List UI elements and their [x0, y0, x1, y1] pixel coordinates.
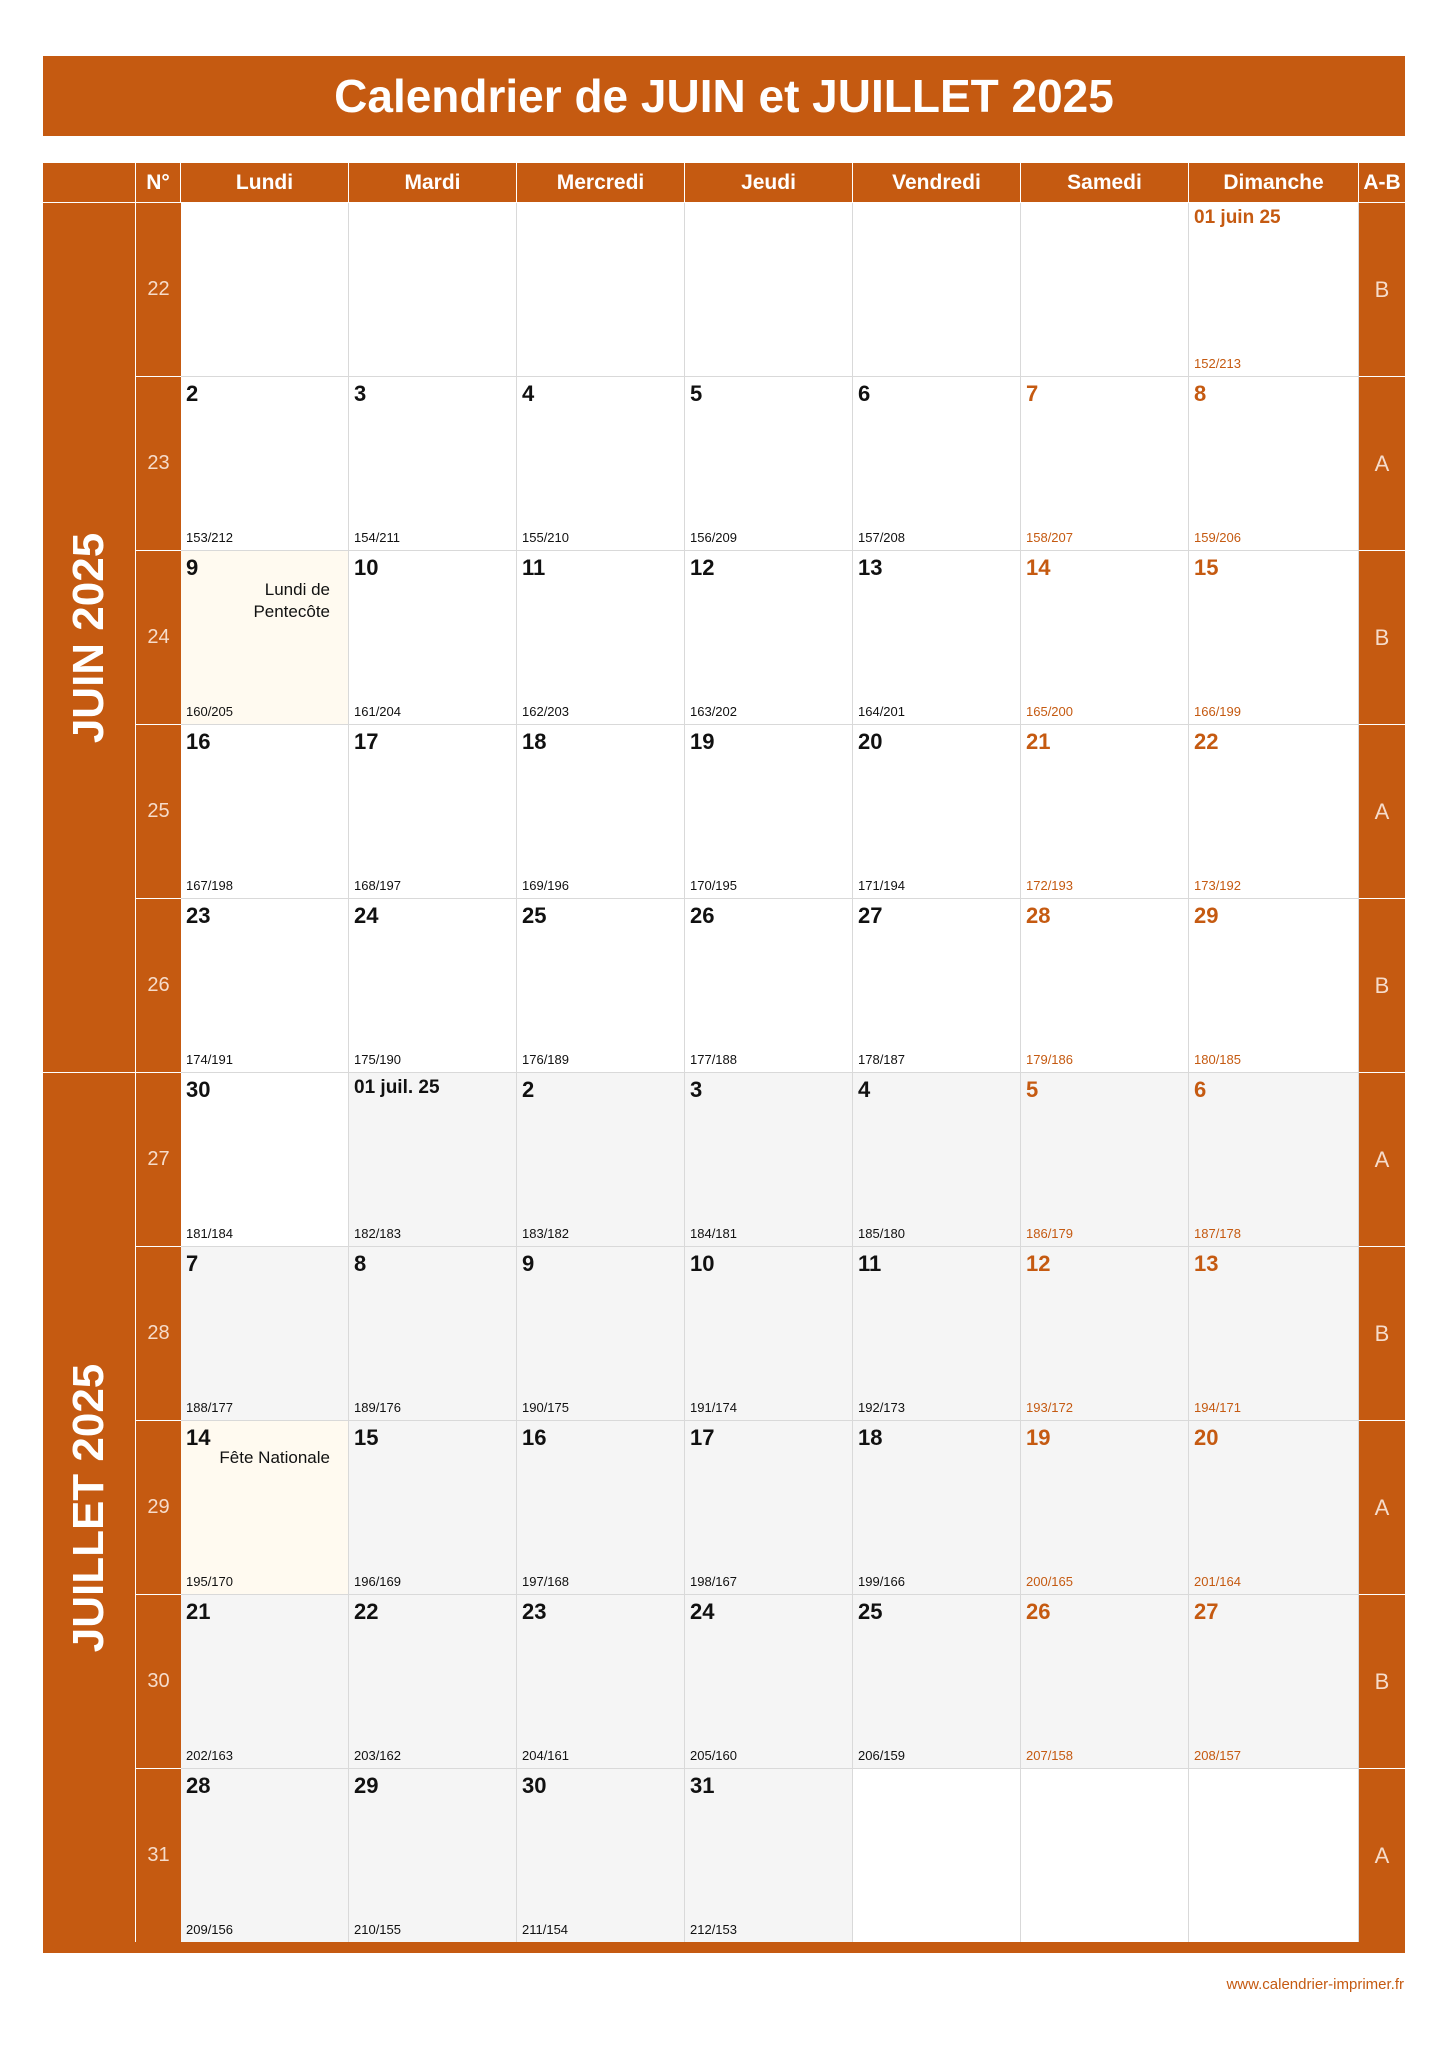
- day-number: 27: [1194, 1599, 1219, 1624]
- day-number: 24: [690, 1599, 715, 1624]
- day-of-year: 179/186: [1026, 1052, 1073, 1067]
- holiday-label: [253, 579, 330, 623]
- day-of-year: 194/171: [1194, 1400, 1241, 1415]
- day-of-year: 177/188: [690, 1052, 737, 1067]
- day-cell: [517, 1769, 685, 1943]
- day-number: 27: [858, 903, 883, 928]
- day-number: 19: [690, 729, 715, 754]
- day-cell: [349, 899, 517, 1073]
- day-cell: [685, 899, 853, 1073]
- day-of-year: 181/184: [186, 1226, 233, 1241]
- day-number: 9: [186, 555, 199, 580]
- day-number: 4: [858, 1077, 871, 1102]
- day-cell: [1189, 1247, 1359, 1421]
- day-cell: [517, 377, 685, 551]
- day-cell: [349, 377, 517, 551]
- day-of-year: 175/190: [354, 1052, 401, 1067]
- day-number: 13: [1194, 1251, 1219, 1276]
- day-cell: [349, 1769, 517, 1943]
- day-of-year: 164/201: [858, 704, 905, 719]
- day-number: 5: [690, 381, 703, 406]
- day-cell: [853, 551, 1021, 725]
- day-cell: [349, 725, 517, 899]
- day-cell: [1021, 1073, 1189, 1247]
- header-ab: A-B: [1359, 163, 1405, 202]
- day-of-year: 152/213: [1194, 356, 1241, 371]
- day-number: 30: [186, 1077, 211, 1102]
- day-cell: [181, 725, 349, 899]
- website-link[interactable]: www.calendrier-imprimer.fr: [1226, 1976, 1404, 1993]
- day-cell: [181, 1769, 349, 1943]
- day-cell: [1021, 1595, 1189, 1769]
- day-number: 25: [858, 1599, 883, 1624]
- day-cell: [685, 1421, 853, 1595]
- empty-day-cell: [685, 203, 853, 377]
- day-of-year: 204/161: [522, 1748, 569, 1763]
- day-number: 22: [354, 1599, 379, 1624]
- day-cell: [1189, 1421, 1359, 1595]
- day-cell: [349, 551, 517, 725]
- ab-week-letter: A: [1359, 377, 1405, 551]
- header-dimanche: Dimanche: [1189, 163, 1359, 202]
- day-of-year: 187/178: [1194, 1226, 1241, 1241]
- day-number: 14: [186, 1425, 211, 1450]
- day-cell: [685, 551, 853, 725]
- day-of-year: 163/202: [690, 704, 737, 719]
- day-number: 01 juil. 25: [354, 1077, 440, 1098]
- day-cell: [517, 899, 685, 1073]
- day-cell: [181, 899, 349, 1073]
- empty-day-cell: [1021, 1769, 1189, 1943]
- day-of-year: 157/208: [858, 530, 905, 545]
- day-of-year: 198/167: [690, 1574, 737, 1589]
- day-cell: [1189, 1595, 1359, 1769]
- day-number: 8: [1194, 381, 1207, 406]
- day-of-year: 199/166: [858, 1574, 905, 1589]
- day-number: 3: [354, 381, 367, 406]
- day-of-year: 211/154: [522, 1922, 569, 1937]
- day-cell: [853, 725, 1021, 899]
- day-of-year: 178/187: [858, 1052, 905, 1067]
- day-of-year: 158/207: [1026, 530, 1073, 545]
- holiday-label: [219, 1447, 330, 1469]
- day-of-year: 180/185: [1194, 1052, 1241, 1067]
- empty-day-cell: [517, 203, 685, 377]
- header-corner: [43, 163, 136, 202]
- empty-day-cell: [853, 203, 1021, 377]
- day-cell: [349, 1421, 517, 1595]
- day-number: 11: [858, 1251, 882, 1276]
- day-number: 2: [186, 381, 199, 406]
- day-of-year: 202/163: [186, 1748, 233, 1763]
- day-of-year: 196/169: [354, 1574, 401, 1589]
- day-number: 12: [690, 555, 715, 580]
- day-cell: [517, 551, 685, 725]
- day-cell: [1021, 551, 1189, 725]
- day-cell: [685, 1073, 853, 1247]
- day-number: 17: [690, 1425, 715, 1450]
- day-number: 4: [522, 381, 535, 406]
- day-number: 15: [1194, 555, 1219, 580]
- week-number: 31: [136, 1769, 181, 1943]
- day-number: 8: [354, 1251, 367, 1276]
- day-of-year: 209/156: [186, 1922, 233, 1937]
- day-of-year: 167/198: [186, 878, 233, 893]
- day-cell: [685, 1769, 853, 1943]
- day-number: 2: [522, 1077, 535, 1102]
- day-cell: [517, 1247, 685, 1421]
- day-number: 23: [186, 903, 211, 928]
- ab-week-letter: A: [1359, 1769, 1405, 1943]
- day-of-year: 154/211: [354, 530, 401, 545]
- header-mercredi: Mercredi: [517, 163, 685, 202]
- day-number: 16: [186, 729, 211, 754]
- week-number: 24: [136, 551, 181, 725]
- empty-day-cell: [853, 1769, 1021, 1943]
- day-of-year: 212/153: [690, 1922, 737, 1937]
- day-number: 3: [690, 1077, 703, 1102]
- day-of-year: 207/158: [1026, 1748, 1073, 1763]
- day-cell: [349, 1595, 517, 1769]
- day-cell: [1189, 377, 1359, 551]
- day-of-year: 153/212: [186, 530, 233, 545]
- empty-day-cell: [181, 203, 349, 377]
- day-number: 20: [1194, 1425, 1219, 1450]
- day-number: 6: [858, 381, 871, 406]
- day-number: 24: [354, 903, 379, 928]
- day-of-year: 182/183: [354, 1226, 401, 1241]
- day-of-year: 189/176: [354, 1400, 401, 1415]
- day-number: 01 juin 25: [1194, 207, 1281, 228]
- header-lundi: Lundi: [181, 163, 349, 202]
- day-cell: [181, 1073, 349, 1247]
- month-label-juillet: JUILLET 2025: [64, 1363, 113, 1653]
- day-number: 22: [1194, 729, 1219, 754]
- day-cell: [1189, 551, 1359, 725]
- week-number: 23: [136, 377, 181, 551]
- day-cell: [1021, 725, 1189, 899]
- day-number: 9: [522, 1251, 535, 1276]
- day-number: 21: [186, 1599, 211, 1624]
- day-cell: [1189, 1073, 1359, 1247]
- day-number: 30: [522, 1773, 547, 1798]
- day-of-year: 206/159: [858, 1748, 905, 1763]
- day-cell: [517, 1595, 685, 1769]
- day-number: 14: [1026, 555, 1051, 580]
- day-number: 21: [1026, 729, 1051, 754]
- day-cell: [685, 725, 853, 899]
- day-cell: [853, 899, 1021, 1073]
- holiday-line: Pentecôte: [253, 602, 330, 621]
- day-number: 7: [186, 1251, 199, 1276]
- day-cell: [853, 1247, 1021, 1421]
- day-of-year: 168/197: [354, 878, 401, 893]
- holiday-line: Fête Nationale: [219, 1448, 330, 1467]
- day-of-year: 195/170: [186, 1574, 233, 1589]
- page-title: Calendrier de JUIN et JUILLET 2025: [43, 56, 1405, 136]
- day-cell: [181, 1247, 349, 1421]
- header-jeudi: Jeudi: [685, 163, 853, 202]
- day-of-year: 165/200: [1026, 704, 1073, 719]
- ab-week-letter: B: [1359, 203, 1405, 377]
- day-cell: [1021, 1247, 1189, 1421]
- month-band-juillet: [43, 1073, 136, 1943]
- week-number: 28: [136, 1247, 181, 1421]
- day-of-year: 166/199: [1194, 704, 1241, 719]
- ab-week-letter: A: [1359, 1421, 1405, 1595]
- day-of-year: 203/162: [354, 1748, 401, 1763]
- day-cell: [1021, 1421, 1189, 1595]
- day-number: 6: [1194, 1077, 1207, 1102]
- day-number: 11: [522, 555, 546, 580]
- day-of-year: 159/206: [1194, 530, 1241, 545]
- day-of-year: 190/175: [522, 1400, 569, 1415]
- day-cell: [1021, 899, 1189, 1073]
- day-number: 13: [858, 555, 883, 580]
- day-of-year: 169/196: [522, 878, 569, 893]
- day-of-year: 170/195: [690, 878, 737, 893]
- day-of-year: 188/177: [186, 1400, 233, 1415]
- day-number: 10: [354, 555, 379, 580]
- day-cell: [1021, 377, 1189, 551]
- week-number: 29: [136, 1421, 181, 1595]
- week-number: 26: [136, 899, 181, 1073]
- ab-week-letter: A: [1359, 1073, 1405, 1247]
- day-number: 18: [858, 1425, 883, 1450]
- day-of-year: 161/204: [354, 704, 401, 719]
- day-cell: [349, 1073, 517, 1247]
- day-number: 18: [522, 729, 547, 754]
- day-number: 26: [690, 903, 715, 928]
- day-of-year: 174/191: [186, 1052, 233, 1067]
- day-number: 17: [354, 729, 379, 754]
- day-of-year: 200/165: [1026, 1574, 1073, 1589]
- day-of-year: 192/173: [858, 1400, 905, 1415]
- day-number: 28: [186, 1773, 211, 1798]
- day-cell: [181, 1421, 349, 1595]
- day-number: 16: [522, 1425, 547, 1450]
- day-number: 12: [1026, 1251, 1051, 1276]
- day-of-year: 155/210: [522, 530, 569, 545]
- day-cell: [181, 551, 349, 725]
- day-cell: [349, 1247, 517, 1421]
- ab-week-letter: B: [1359, 1595, 1405, 1769]
- day-cell: [517, 1421, 685, 1595]
- bottom-bar: [43, 1942, 1405, 1953]
- day-cell: [853, 377, 1021, 551]
- day-of-year: 193/172: [1026, 1400, 1073, 1415]
- day-of-year: 184/181: [690, 1226, 737, 1241]
- day-of-year: 173/192: [1194, 878, 1241, 893]
- day-cell: [685, 377, 853, 551]
- header-vendredi: Vendredi: [853, 163, 1021, 202]
- day-cell: [685, 1247, 853, 1421]
- day-cell: [517, 725, 685, 899]
- day-number: 28: [1026, 903, 1051, 928]
- day-number: 23: [522, 1599, 547, 1624]
- holiday-line: Lundi de: [264, 580, 330, 599]
- day-of-year: 171/194: [858, 878, 905, 893]
- header-samedi: Samedi: [1021, 163, 1189, 202]
- week-number: 30: [136, 1595, 181, 1769]
- day-cell: [181, 377, 349, 551]
- day-cell: [685, 1595, 853, 1769]
- day-of-year: 185/180: [858, 1226, 905, 1241]
- month-label-juin: JUIN 2025: [64, 532, 113, 743]
- day-cell: [1189, 725, 1359, 899]
- day-number: 26: [1026, 1599, 1051, 1624]
- day-cell: [517, 1073, 685, 1247]
- month-band-juin: [43, 203, 136, 1073]
- day-cell: [1189, 899, 1359, 1073]
- day-cell: [853, 1073, 1021, 1247]
- header-week-number: N°: [136, 163, 181, 202]
- day-number: 29: [354, 1773, 379, 1798]
- day-of-year: 191/174: [690, 1400, 737, 1415]
- day-number: 31: [690, 1773, 715, 1798]
- empty-day-cell: [1189, 1769, 1359, 1943]
- day-number: 5: [1026, 1077, 1039, 1102]
- calendar-grid: [43, 163, 1405, 1953]
- day-cell: [181, 1595, 349, 1769]
- empty-day-cell: [1021, 203, 1189, 377]
- day-cell: [1189, 203, 1359, 377]
- day-of-year: 183/182: [522, 1226, 569, 1241]
- day-of-year: 176/189: [522, 1052, 569, 1067]
- day-number: 29: [1194, 903, 1219, 928]
- day-of-year: 156/209: [690, 530, 737, 545]
- day-cell: [853, 1421, 1021, 1595]
- day-of-year: 162/203: [522, 704, 569, 719]
- day-of-year: 197/168: [522, 1574, 569, 1589]
- day-cell: [853, 1595, 1021, 1769]
- day-of-year: 208/157: [1194, 1748, 1241, 1763]
- day-of-year: 210/155: [354, 1922, 401, 1937]
- day-number: 19: [1026, 1425, 1051, 1450]
- ab-week-letter: B: [1359, 1247, 1405, 1421]
- day-number: 10: [690, 1251, 715, 1276]
- week-number: 22: [136, 203, 181, 377]
- day-of-year: 160/205: [186, 704, 233, 719]
- day-number: 20: [858, 729, 883, 754]
- ab-week-letter: A: [1359, 725, 1405, 899]
- ab-week-letter: B: [1359, 899, 1405, 1073]
- day-of-year: 201/164: [1194, 1574, 1241, 1589]
- day-number: 25: [522, 903, 547, 928]
- week-number: 27: [136, 1073, 181, 1247]
- day-number: 15: [354, 1425, 379, 1450]
- ab-week-letter: B: [1359, 551, 1405, 725]
- day-of-year: 172/193: [1026, 878, 1073, 893]
- day-number: 7: [1026, 381, 1039, 406]
- week-number: 25: [136, 725, 181, 899]
- day-of-year: 186/179: [1026, 1226, 1073, 1241]
- header-mardi: Mardi: [349, 163, 517, 202]
- day-of-year: 205/160: [690, 1748, 737, 1763]
- empty-day-cell: [349, 203, 517, 377]
